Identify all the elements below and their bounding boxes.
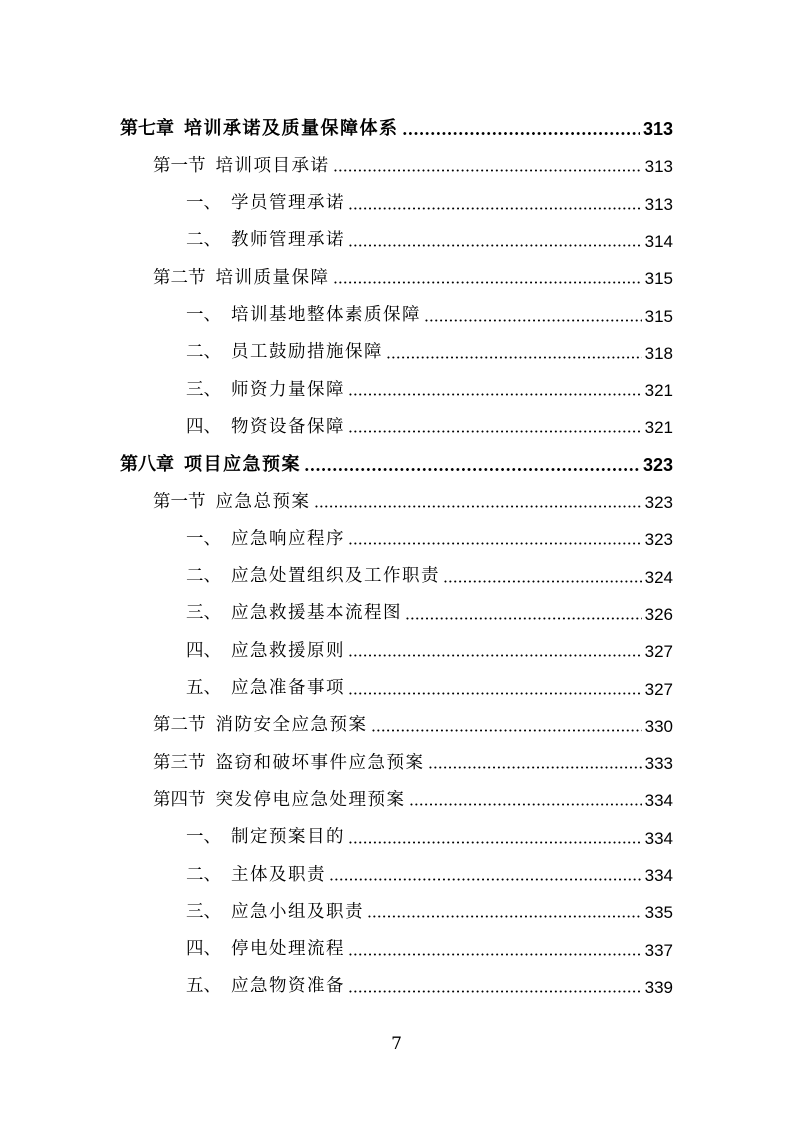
toc-entry-title: 应急救援原则	[231, 640, 345, 661]
toc-dot-leader	[304, 468, 640, 471]
toc-entry-title: 应急响应程序	[231, 528, 345, 549]
toc-entry-page: 314	[644, 231, 673, 251]
toc-entry-title: 应急处置组织及工作职责	[231, 566, 440, 587]
toc-dot-leader	[443, 580, 642, 583]
toc-entry-page: 313	[644, 194, 673, 214]
toc-subsection-entry[interactable]	[186, 661, 673, 698]
toc-entry-title: 应急小组及职责	[231, 901, 364, 922]
toc-dot-leader	[314, 505, 642, 508]
toc-dot-leader	[333, 169, 642, 172]
toc-dot-leader	[386, 356, 642, 359]
toc-dot-leader	[348, 953, 642, 956]
toc-entry-number: 一、	[186, 305, 221, 325]
toc-entry-number: 三、	[186, 603, 221, 624]
toc-entry-page: 330	[644, 716, 673, 736]
toc-entry-page: 318	[644, 343, 673, 363]
toc-entry-title: 教师管理承诺	[231, 230, 345, 251]
toc-dot-leader	[348, 430, 642, 433]
toc-entry-number: 第二节	[153, 267, 206, 288]
toc-entry-number: 四、	[186, 640, 221, 661]
toc-entry-page: 315	[644, 269, 673, 289]
toc-entry-number: 第一节	[153, 155, 206, 176]
toc-entry-number: 一、	[186, 528, 221, 549]
toc-dot-leader	[409, 803, 642, 806]
toc-subsection-entry[interactable]	[186, 399, 673, 436]
toc-entry-number: 第四节	[153, 789, 206, 810]
toc-entry-number: 五、	[186, 678, 221, 698]
toc-dot-leader	[424, 319, 642, 322]
toc-dot-leader	[348, 393, 642, 396]
toc-subsection-entry[interactable]	[186, 288, 673, 325]
toc-entry-page: 334	[644, 828, 673, 848]
toc-entry-number: 四、	[186, 416, 221, 437]
toc-subsection-entry[interactable]	[186, 362, 673, 399]
toc-entry-title: 应急准备事项	[231, 678, 345, 698]
toc-entry-page: 333	[644, 754, 673, 774]
toc-entry-number: 一、	[186, 827, 221, 848]
toc-subsection-entry[interactable]	[186, 810, 673, 847]
toc-subsection-entry[interactable]	[186, 586, 673, 623]
toc-entry-number: 第二节	[153, 715, 206, 736]
toc-entry-title: 消防安全应急预案	[215, 715, 368, 736]
toc-subsection-entry[interactable]	[186, 176, 673, 213]
toc-entry-page: 323	[644, 530, 673, 550]
toc-entry-page: 326	[644, 604, 673, 624]
toc-entry-number: 四、	[186, 939, 221, 960]
toc-dot-leader	[348, 244, 642, 247]
toc-entry-number: 三、	[186, 901, 221, 922]
toc-entry-page: 334	[644, 866, 673, 885]
toc-entry-page: 334	[644, 791, 673, 811]
toc-dot-leader	[371, 729, 642, 732]
toc-entry-title: 突发停电应急处理预案	[215, 789, 406, 810]
toc-subsection-entry[interactable]	[186, 213, 673, 250]
toc-entry-number: 二、	[186, 230, 221, 251]
toc-entry-page: 315	[644, 306, 673, 326]
toc-entry-page: 339	[644, 977, 673, 997]
toc-entry-title: 项目应急预案	[184, 453, 301, 475]
toc-entry-page: 313	[644, 157, 673, 177]
toc-entry-title: 培训质量保障	[215, 267, 330, 288]
toc-subsection-entry[interactable]	[186, 884, 673, 921]
toc-dot-leader	[367, 915, 642, 918]
toc-entry-number: 第一节	[153, 491, 206, 512]
toc-entry-page: 321	[644, 418, 673, 438]
toc-entry-title: 师资力量保障	[231, 379, 345, 400]
toc-entry-number: 五、	[186, 976, 221, 997]
toc-entry-page: 313	[642, 119, 673, 139]
toc-dot-leader	[329, 878, 642, 881]
toc-subsection-entry[interactable]	[186, 511, 673, 548]
toc-entry-page: 327	[644, 679, 673, 699]
toc-section-entry[interactable]	[153, 735, 673, 772]
toc-entry-number: 第八章	[120, 453, 174, 475]
toc-entry-title: 应急总预案	[215, 491, 311, 512]
toc-subsection-entry[interactable]	[186, 549, 673, 586]
toc-entry-number: 二、	[186, 566, 221, 587]
toc-dot-leader	[348, 207, 642, 210]
toc-section-entry[interactable]	[153, 698, 673, 735]
toc-section-entry[interactable]	[153, 138, 673, 175]
toc-subsection-entry[interactable]	[186, 325, 673, 362]
toc-entry-page: 337	[644, 940, 673, 960]
toc-entry-number: 一、	[186, 193, 221, 214]
toc-entry-title: 培训项目承诺	[215, 155, 330, 176]
page-number: 7	[391, 1034, 402, 1054]
toc-entry-title: 学员管理承诺	[231, 193, 345, 214]
toc-chapter-entry[interactable]	[120, 437, 673, 474]
toc-dot-leader	[348, 542, 642, 545]
toc-entry-title: 物资设备保障	[231, 416, 345, 437]
toc-chapter-entry[interactable]	[120, 101, 673, 138]
toc-dot-leader	[428, 766, 642, 769]
toc-entry-number: 二、	[186, 864, 221, 885]
toc-entry-number: 第三节	[153, 752, 206, 773]
toc-entry-page: 323	[644, 493, 673, 512]
toc-dot-leader	[402, 132, 640, 135]
toc-entry-page: 321	[644, 381, 673, 401]
toc-dot-leader	[348, 990, 642, 993]
toc-entry-number: 第七章	[120, 118, 174, 139]
toc-entry-title: 应急物资准备	[231, 976, 345, 997]
toc-section-entry[interactable]	[153, 474, 673, 511]
toc-entry-title: 培训承诺及质量保障体系	[184, 118, 399, 139]
toc-subsection-entry[interactable]	[186, 959, 673, 996]
toc-subsection-entry[interactable]	[186, 623, 673, 660]
toc-entry-page: 323	[642, 454, 673, 475]
toc-entry-title: 制定预案目的	[231, 827, 345, 848]
toc-dot-leader	[348, 841, 642, 844]
toc-dot-leader	[348, 692, 642, 695]
toc-subsection-entry[interactable]	[186, 847, 673, 884]
toc-entry-title: 培训基地整体素质保障	[231, 305, 421, 325]
toc-entry-page: 327	[644, 642, 673, 662]
toc-dot-leader	[348, 654, 642, 657]
toc-section-entry[interactable]	[153, 772, 673, 809]
toc-entry-title: 员工鼓励措施保障	[231, 342, 383, 363]
toc-section-entry[interactable]	[153, 250, 673, 287]
toc-entry-title: 主体及职责	[231, 864, 326, 885]
toc-subsection-entry[interactable]	[186, 922, 673, 959]
toc-dot-leader	[333, 281, 642, 284]
toc-dot-leader	[405, 617, 642, 620]
toc-entry-page: 335	[644, 903, 673, 923]
toc-entry-page: 324	[644, 567, 673, 587]
toc-entry-title: 应急救援基本流程图	[231, 603, 402, 624]
toc-entry-number: 二、	[186, 342, 221, 363]
toc-entry-title: 停电处理流程	[231, 939, 345, 960]
toc-entry-number: 三、	[186, 379, 221, 400]
toc-entry-title: 盗窃和破坏事件应急预案	[215, 752, 425, 773]
